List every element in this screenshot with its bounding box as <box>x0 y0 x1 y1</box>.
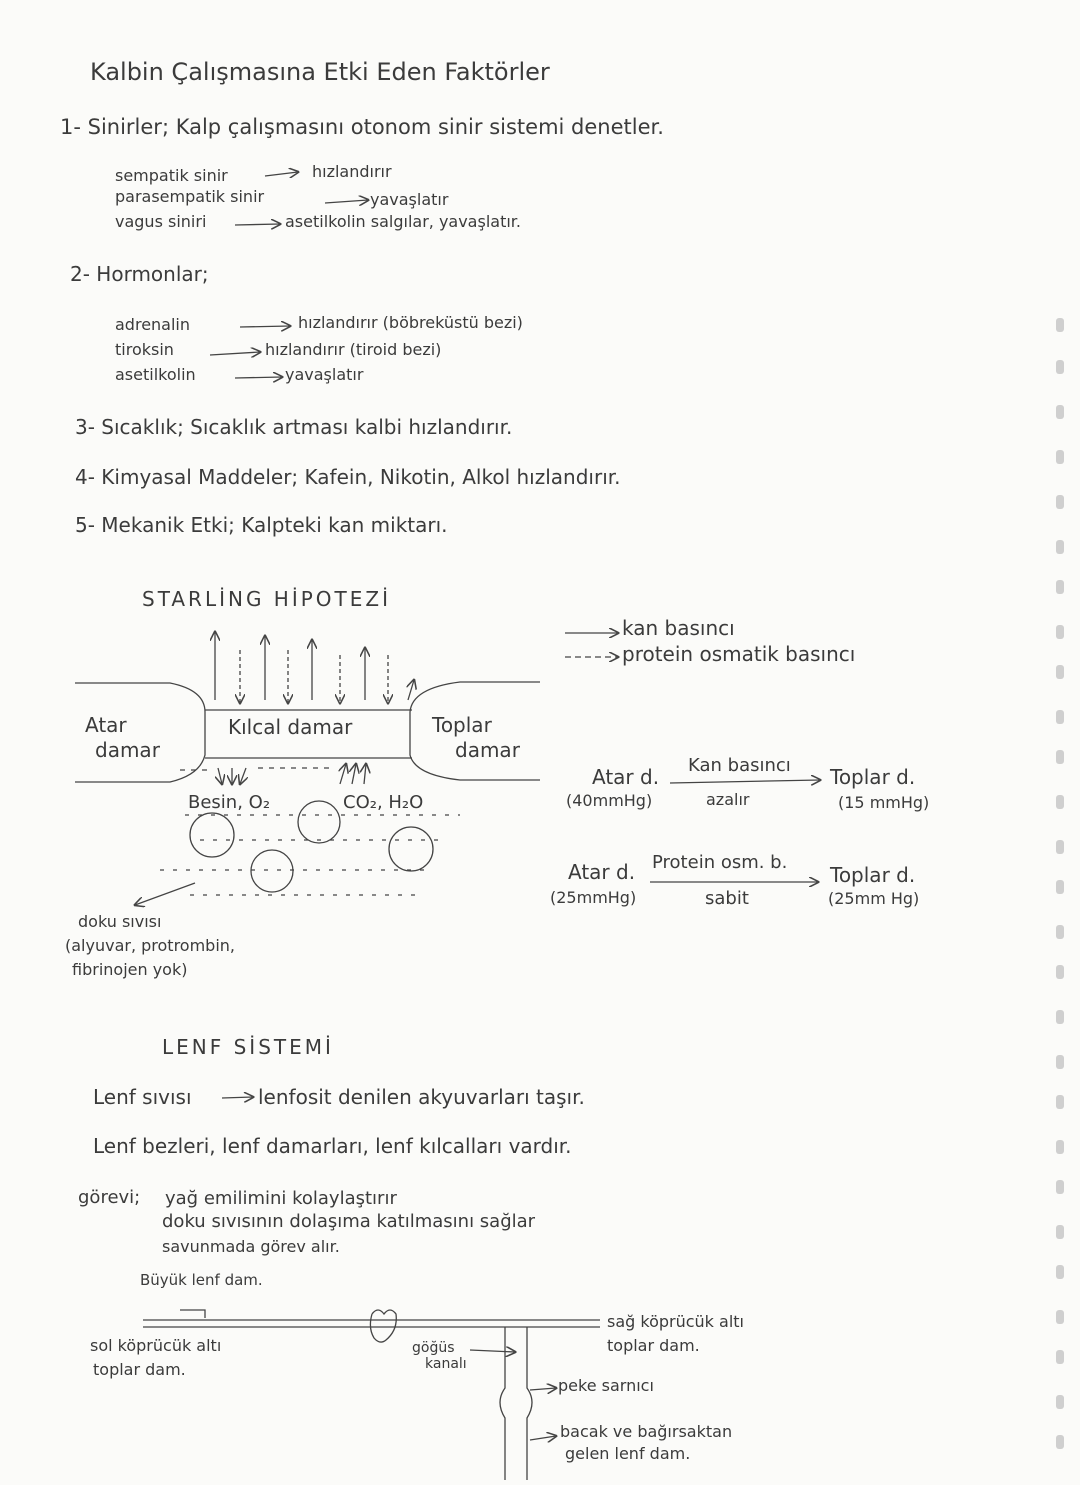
sinir-item-label: sempatik sinir <box>115 166 228 185</box>
kan-from: Atar d. <box>592 765 660 789</box>
arrow <box>210 352 260 355</box>
hormon-item-label: tiroksin <box>115 340 174 359</box>
toplar-label-2: damar <box>455 738 520 762</box>
lenf-node <box>370 1310 396 1342</box>
bacak-label-2: gelen lenf dam. <box>565 1444 691 1463</box>
sinirler-heading: 1- Sinirler; Kalp çalışmasını otonom sinir sistemi denetler. <box>60 115 664 139</box>
arrow <box>235 377 282 378</box>
protein-label: Protein osm. b. <box>652 852 788 873</box>
gorevi-item: doku sıvısının dolaşıma katılmasını sağlar <box>162 1211 536 1232</box>
besin-label: Besin, O₂ <box>188 792 271 813</box>
hormon-item-effect: yavaşlatır <box>285 365 364 384</box>
toplar-label-1: Toplar <box>432 713 492 737</box>
sag-label-2: toplar dam. <box>607 1336 700 1355</box>
arrow <box>240 326 290 327</box>
lenf-line2: Lenf bezleri, lenf damarları, lenf kılcalları vardır. <box>93 1134 572 1158</box>
mekanik-line: 5- Mekanik Etki; Kalpteki kan miktarı. <box>75 513 448 537</box>
starling-heading: STARLİNG HİPOTEZİ <box>142 587 391 611</box>
gorevi-item: yağ emilimini kolaylaştırır <box>165 1188 397 1209</box>
sinir-item-effect: hızlandırır <box>312 162 392 181</box>
kan-basinci-arrow <box>670 780 820 783</box>
kilcal-label: Kılcal damar <box>228 715 353 739</box>
sag-label-1: sağ köprücük altı <box>607 1312 744 1331</box>
protein-change: sabit <box>705 888 749 909</box>
doku-label-3: fibrinojen yok) <box>72 960 188 979</box>
protein-to-val: (25mm Hg) <box>828 889 920 908</box>
sinir-item-label: vagus siniri <box>115 212 207 231</box>
cell <box>251 850 293 892</box>
atar-label-1: Atar <box>85 713 127 737</box>
hormonlar-heading: 2- Hormonlar; <box>70 262 209 286</box>
sicaklik-line: 3- Sıcaklık; Sıcaklık artması kalbi hızlandırır. <box>75 415 513 439</box>
hormon-item-label: adrenalin <box>115 315 191 334</box>
lenf-line1-b: lenfosit denilen akyuvarları taşır. <box>258 1085 585 1109</box>
thoracic-duct <box>500 1327 532 1480</box>
gorevi-item: savunmada görev alır. <box>162 1237 340 1256</box>
toplar-damar-shape <box>410 682 540 780</box>
gorevi-label: görevi; <box>78 1187 141 1208</box>
legend-solid-label: kan basıncı <box>622 616 735 640</box>
legend-dashed-label: protein osmatik basıncı <box>622 642 856 666</box>
cell <box>190 813 234 857</box>
gogus-label-2: kanalı <box>425 1356 467 1372</box>
cell <box>298 801 340 843</box>
hormon-item-label: asetilkolin <box>115 365 196 384</box>
lenf-line1-a: Lenf sıvısı <box>93 1085 192 1109</box>
kan-from-val: (40mmHg) <box>566 791 653 810</box>
protein-from-val: (25mmHg) <box>550 888 637 907</box>
bacak-label-1: bacak ve bağırsaktan <box>560 1422 733 1441</box>
atar-label-2: damar <box>95 738 160 762</box>
gogus-label-1: göğüs <box>412 1340 455 1356</box>
page-title: Kalbin Çalışmasına Etki Eden Faktörler <box>90 58 550 86</box>
sinir-item-label: parasempatik sinir <box>115 187 265 206</box>
sol-label-2: toplar dam. <box>93 1360 186 1379</box>
sinir-item-effect: asetilkolin salgılar, yavaşlatır. <box>285 212 521 231</box>
doku-label-1: doku sıvısı <box>78 912 162 931</box>
kan-to-val: (15 mmHg) <box>838 793 930 812</box>
protein-from: Atar d. <box>568 860 636 884</box>
buyuk-lenf-label: Büyük lenf dam. <box>140 1271 263 1289</box>
doku-label-2: (alyuvar, protrombin, <box>65 936 235 955</box>
protein-to: Toplar d. <box>830 863 916 887</box>
hormon-item-effect: hızlandırır (böbreküstü bezi) <box>298 313 523 332</box>
lenf-heading: LENF SİSTEMİ <box>162 1035 334 1059</box>
hormon-item-effect: hızlandırır (tiroid bezi) <box>265 340 442 359</box>
co2-label: CO₂, H₂O <box>343 792 424 813</box>
kan-label: Kan basıncı <box>688 755 791 776</box>
kimyasal-line: 4- Kimyasal Maddeler; Kafein, Nikotin, Alkol hızlandırır. <box>75 465 621 489</box>
cell <box>389 827 433 871</box>
arrow <box>235 224 280 225</box>
kan-to: Toplar d. <box>830 765 916 789</box>
arrow <box>325 200 368 203</box>
atar-damar-shape <box>75 683 205 782</box>
sinir-item-effect: yavaşlatır <box>370 190 449 209</box>
kan-change: azalır <box>706 790 750 809</box>
arrow <box>265 172 298 176</box>
sol-label-1: sol köprücük altı <box>90 1336 222 1355</box>
peke-label: peke sarnıcı <box>558 1376 654 1395</box>
